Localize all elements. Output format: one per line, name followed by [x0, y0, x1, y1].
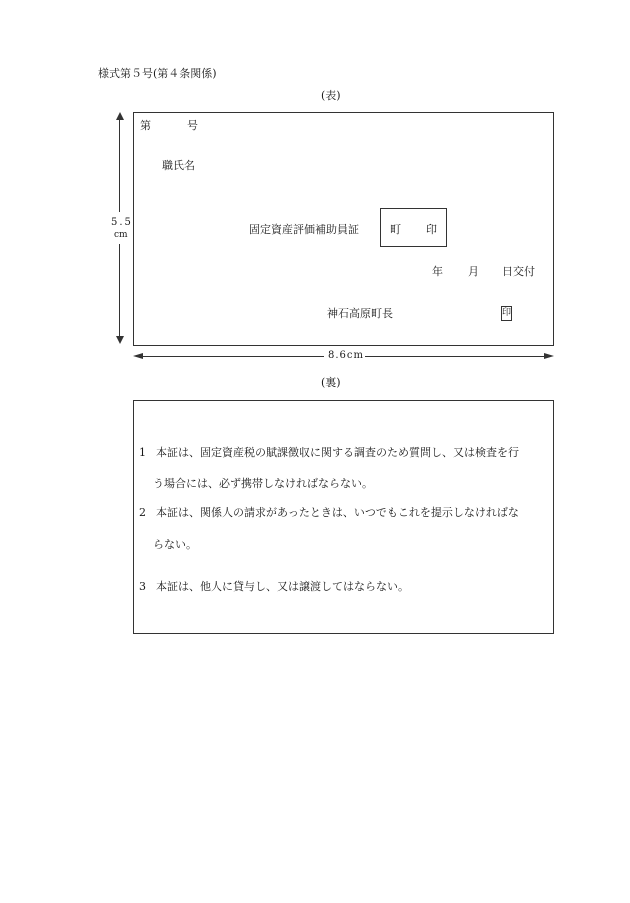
- height-arrow-shaft-bottom: [119, 244, 120, 338]
- front-label: (表): [321, 89, 341, 102]
- title-name-label: 職氏名: [162, 159, 195, 172]
- date-month: 月: [468, 265, 479, 278]
- height-value: 5.5: [111, 217, 133, 228]
- height-unit: cm: [114, 230, 128, 240]
- back-card: [133, 400, 554, 634]
- width-label: 8.6cm: [328, 350, 364, 361]
- item-3-line-1: 本証は、他人に貸与し、又は譲渡してはならない。: [156, 580, 409, 593]
- date-year: 年: [432, 265, 443, 278]
- date-day-issue: 日交付: [502, 265, 535, 278]
- width-arrow-shaft-left: [140, 356, 324, 357]
- number-prefix: 第: [140, 119, 151, 132]
- item-1-number: 1: [139, 446, 146, 459]
- front-card: [133, 112, 554, 346]
- item-1-line-2: う場合には、必ず携帯しなければならない。: [153, 477, 373, 490]
- arrow-down-icon: [116, 336, 124, 344]
- width-arrow-shaft-right: [365, 356, 547, 357]
- arrow-up-icon: [116, 112, 124, 120]
- back-label: (裏): [321, 376, 341, 389]
- number-suffix: 号: [187, 119, 198, 132]
- height-arrow-shaft-top: [119, 118, 120, 212]
- town-seal-char-2: 印: [426, 223, 437, 236]
- issuer-seal: [501, 306, 512, 321]
- form-header: 様式第５号(第４条関係): [98, 67, 217, 80]
- item-2-line-2: らない。: [153, 538, 197, 551]
- item-2-line-1: 本証は、関係人の請求があったときは、いつでもこれを提示しなければな: [156, 506, 519, 519]
- town-seal-char-1: 町: [390, 223, 401, 236]
- item-2-number: 2: [139, 506, 146, 519]
- issuer-seal-char: 印: [502, 308, 512, 318]
- issuer-name: 神石高原町長: [327, 307, 393, 320]
- item-3-number: 3: [139, 580, 146, 593]
- certificate-title: 固定資産評価補助員証: [249, 223, 359, 236]
- item-1-line-1: 本証は、固定資産税の賦課徴収に関する調査のため質問し、又は検査を行: [156, 446, 519, 459]
- town-seal-box: [380, 208, 447, 247]
- arrow-right-icon: [544, 353, 554, 359]
